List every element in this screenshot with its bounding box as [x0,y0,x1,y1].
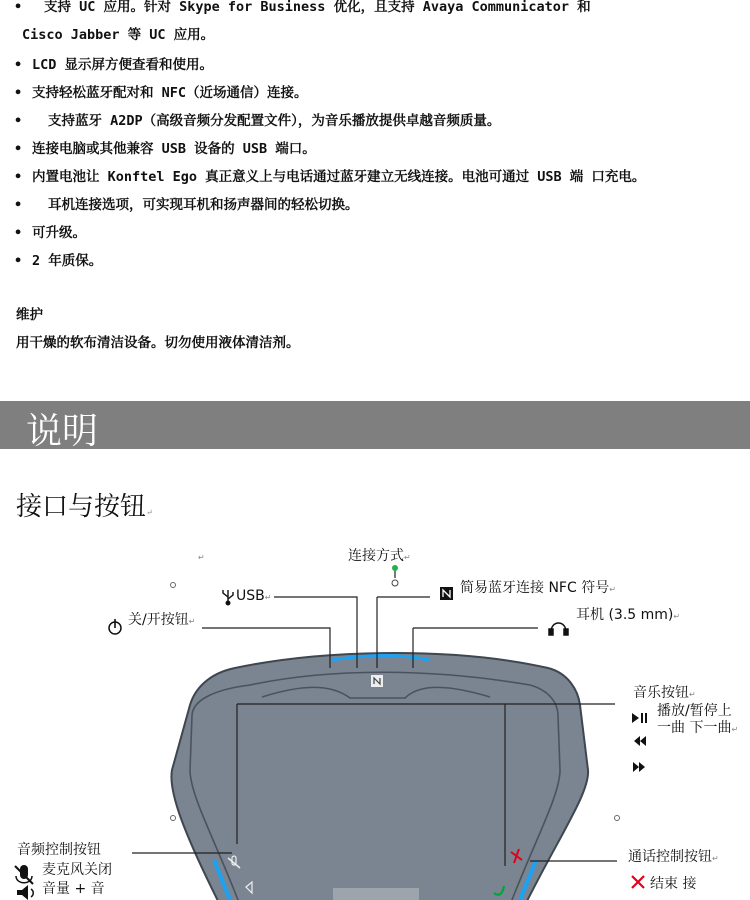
marker-circle [171,816,176,821]
power-icon [109,619,121,634]
feature-item: • 可升级。 [14,225,86,241]
feature-item: • 内置电池让 Konftel Ego 真正意义上与电话通过蓝牙建立无线连接。电池可通过 USB 端 口充电。 [14,169,646,185]
connection-pin-icon [392,565,398,571]
feature-text: 支持轻松蓝牙配对和 NFC（近场通信）连接。 [32,85,308,101]
feature-text: 支持 UC 应用。针对 Skype for Business 优化，且支持 Avaya Communicator 和 [44,0,591,15]
feature-text: 支持蓝牙 A2DP（高级音频分发配置文件），为音乐播放提供卓越音频质量。 [48,113,501,129]
connection-methods-label: 连接方式↵ [348,548,411,564]
mic-off-label: 麦克风关闭 [42,862,112,878]
feature-item: • 耳机连接选项，可实现耳机和扬声器间的轻松切换。 [14,197,359,213]
mic-off-icon [15,865,33,884]
feature-text: 内置电池让 Konftel Ego 真正意义上与电话通过蓝牙建立无线连接。电池可通过 USB 端 口充电。 [32,169,646,185]
volume-icon [17,885,33,900]
end-icon [632,876,644,888]
feature-text-continued: Cisco Jabber 等 UC 应用。 [22,27,215,43]
audio-control-label: 音频控制按钮 [17,842,101,858]
feature-text: 连接电脑或其他兼容 USB 设备的 USB 端口。 [32,141,316,157]
play-pause-label: 播放/暂停上 [657,703,732,719]
feature-item: • 支持 UC 应用。针对 Skype for Business 优化，且支持 Avaya Communicator 和 [14,0,591,15]
usb-label: USB↵ [236,588,272,604]
device-display [333,888,419,900]
maintenance-heading: 维护 [16,307,43,323]
maintenance-text: 用干燥的软布清洁设备。切勿使用液体清洁剂。 [16,335,300,351]
usb-icon [223,590,233,605]
marker-circle [615,816,620,821]
feature-item: • LCD 显示屏方便查看和使用。 [14,57,214,73]
feature-item: • 2 年质保。 [14,253,103,269]
headset-icon [549,623,568,635]
call-control-label: 通话控制按钮↵ [628,849,719,865]
marker-circle [171,583,176,588]
volume-label: 音量 + 音 [42,881,105,897]
music-buttons-label: 音乐按钮↵ [633,685,696,701]
feature-text: 耳机连接选项，可实现耳机和扬声器间的轻松切换。 [48,197,359,213]
feature-item: • 支持轻松蓝牙配对和 NFC（近场通信）连接。 [14,85,308,101]
power-button-label: 关/开按钮↵ [128,612,196,628]
nfc-icon [440,587,453,600]
nfc-label: 简易蓝牙连接 NFC 符号↵ [460,580,616,596]
subsection-title: 接口与按钮↵ [16,492,153,522]
next-track-icon [633,762,645,772]
previous-track-icon [634,736,646,746]
feature-text: 2 年质保。 [32,253,103,269]
section-title: 说明 [26,411,99,452]
feature-text: 可升级。 [32,225,86,241]
end-answer-label: 结束 接 [650,876,697,892]
feature-item: • 支持蓝牙 A2DP（高级音频分发配置文件），为音乐播放提供卓越音频质量。 [14,113,501,129]
prev-next-label: 一曲 下一曲↵ [657,720,739,736]
feature-text: LCD 显示屏方便查看和使用。 [32,57,214,73]
play-pause-icon [632,713,647,723]
feature-item: • 连接电脑或其他兼容 USB 设备的 USB 端口。 [14,141,316,157]
headset-label: 耳机 (3.5 mm)↵ [576,607,681,623]
